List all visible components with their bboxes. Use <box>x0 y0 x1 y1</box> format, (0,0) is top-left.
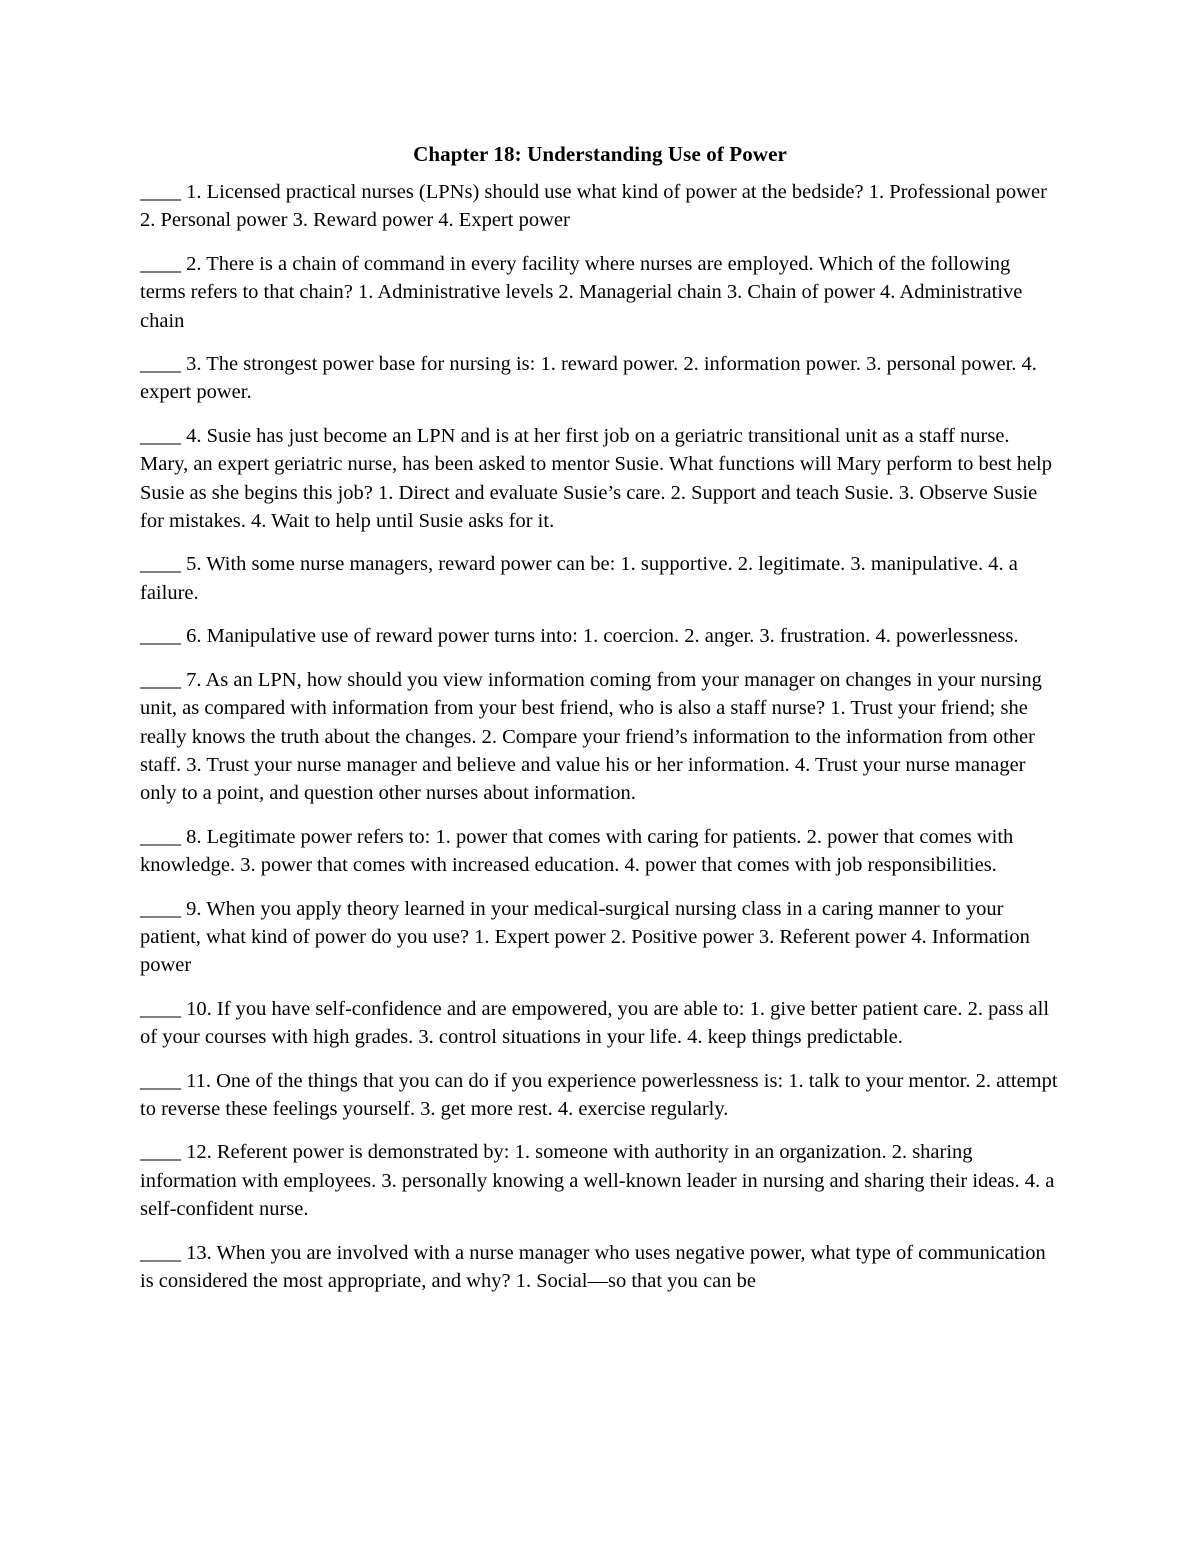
page-title: Chapter 18: Understanding Use of Power <box>413 142 787 166</box>
question-item <box>140 823 1060 880</box>
answer-blank: ____ <box>140 353 181 376</box>
answer-blank: ____ <box>140 553 181 576</box>
question-text: When you apply theory learned in your medical-surgical nursing class in a caring manner to your patient, what kind of power do you use? 1. Expert power 2. Positive power 3. Referent power 4. Information power <box>140 897 1030 977</box>
question-text: If you have self-confidence and are empowered, you are able to: 1. give better patient care. 2. pass all of your courses with high grades. 3. control situations in your life. 4. keep things predictable. <box>140 997 1050 1049</box>
question-number: 1. <box>186 181 202 203</box>
question-number: 5. <box>186 553 202 576</box>
question-text: Legitimate power refers to: 1. power that comes with caring for patients. 2. power that comes with knowledge. 3. power that comes with increased education. 4. power that comes with job responsibilities. <box>140 825 1014 877</box>
question-number: 2. <box>186 252 202 275</box>
answer-blank: ____ <box>140 1069 181 1092</box>
question-number: 7. <box>186 668 202 691</box>
question-number: 10. <box>186 997 212 1020</box>
question-number: 13. <box>186 1241 212 1264</box>
question-item <box>140 666 1060 808</box>
answer-blank: ____ <box>140 625 181 648</box>
question-text: There is a chain of command in every facility where nurses are employed. Which of the following terms refers to that chain? 1. Administrative levels 2. Managerial chain 3. Chain of power 4. Administrative chain <box>140 252 1023 332</box>
question-item <box>140 178 1060 235</box>
question-text: Susie has just become an LPN and is at her first job on a geriatric transitional unit as a staff nurse. Mary, an expert geriatric nurse, has been asked to mentor Susie. What functions will Mary perform to best help Susie as she begins this job? 1. Direct and evaluate Susie’s care. 2. Support and teach Susie. 3. Observe Susie for mistakes. 4. Wait to help until Susie asks for it. <box>140 424 1052 533</box>
question-item <box>140 622 1060 650</box>
question-number: 6. <box>186 625 202 648</box>
question-text: The strongest power base for nursing is: 1. reward power. 2. information power. 3. personal power. 4. expert power. <box>140 353 1037 404</box>
answer-blank: ____ <box>140 424 181 447</box>
question-text: As an LPN, how should you view information coming from your manager on changes in your nursing unit, as compared with information from your best friend, who is also a staff nurse? 1. Trust your friend; she really knows the truth about the changes. 2. Compare your friend’s information to the information from other staff. 3. Trust your nurse manager and believe and value his or her information. 4. Trust your nurse manager only to a point, and question other nurses about information. <box>140 668 1042 805</box>
question-text: Licensed practical nurses (LPNs) should use what kind of power at the bedside? 1. Professional power 2. Personal power 3. Reward power 4. Expert power <box>140 181 1047 232</box>
question-item <box>140 995 1060 1052</box>
answer-blank: ____ <box>140 252 181 275</box>
question-number: 12. <box>186 1141 212 1164</box>
question-text: When you are involved with a nurse manager who uses negative power, what type of communication is considered the most appropriate, and why? 1. Social—so that you can be <box>140 1241 1046 1292</box>
question-item <box>140 1239 1060 1296</box>
question-text: With some nurse managers, reward power can be: 1. supportive. 2. legitimate. 3. manipulative. 4. a failure. <box>140 553 1018 604</box>
document-content <box>140 140 1060 1310</box>
question-item <box>140 422 1060 536</box>
question-text: Referent power is demonstrated by: 1. someone with authority in an organization. 2. sharing information with employees. 3. personally knowing a well-known leader in nursing and sharing their ideas. 4. a self-confident nurse. <box>140 1141 1055 1221</box>
answer-blank: ____ <box>140 897 181 920</box>
question-number: 4. <box>186 424 202 447</box>
question-number: 8. <box>186 825 202 848</box>
question-item <box>140 250 1060 335</box>
question-text: Manipulative use of reward power turns into: 1. coercion. 2. anger. 3. frustration. 4. powerlessness. <box>206 625 1019 648</box>
answer-blank: ____ <box>140 825 181 848</box>
question-number: 3. <box>186 353 202 376</box>
question-item <box>140 895 1060 980</box>
answer-blank: ____ <box>140 997 181 1020</box>
answer-blank: ____ <box>140 181 181 203</box>
question-number: 11. <box>186 1069 211 1092</box>
question-item <box>140 1067 1060 1124</box>
question-list <box>140 178 1060 1295</box>
answer-blank: ____ <box>140 668 181 691</box>
answer-blank: ____ <box>140 1141 181 1164</box>
question-item <box>140 350 1060 407</box>
question-item <box>140 550 1060 607</box>
question-item <box>140 1138 1060 1223</box>
question-text: One of the things that you can do if you experience powerlessness is: 1. talk to your mentor. 2. attempt to reverse these feelings yourself. 3. get more rest. 4. exercise regularly. <box>140 1069 1058 1120</box>
answer-blank: ____ <box>140 1241 181 1264</box>
question-number: 9. <box>186 897 202 920</box>
